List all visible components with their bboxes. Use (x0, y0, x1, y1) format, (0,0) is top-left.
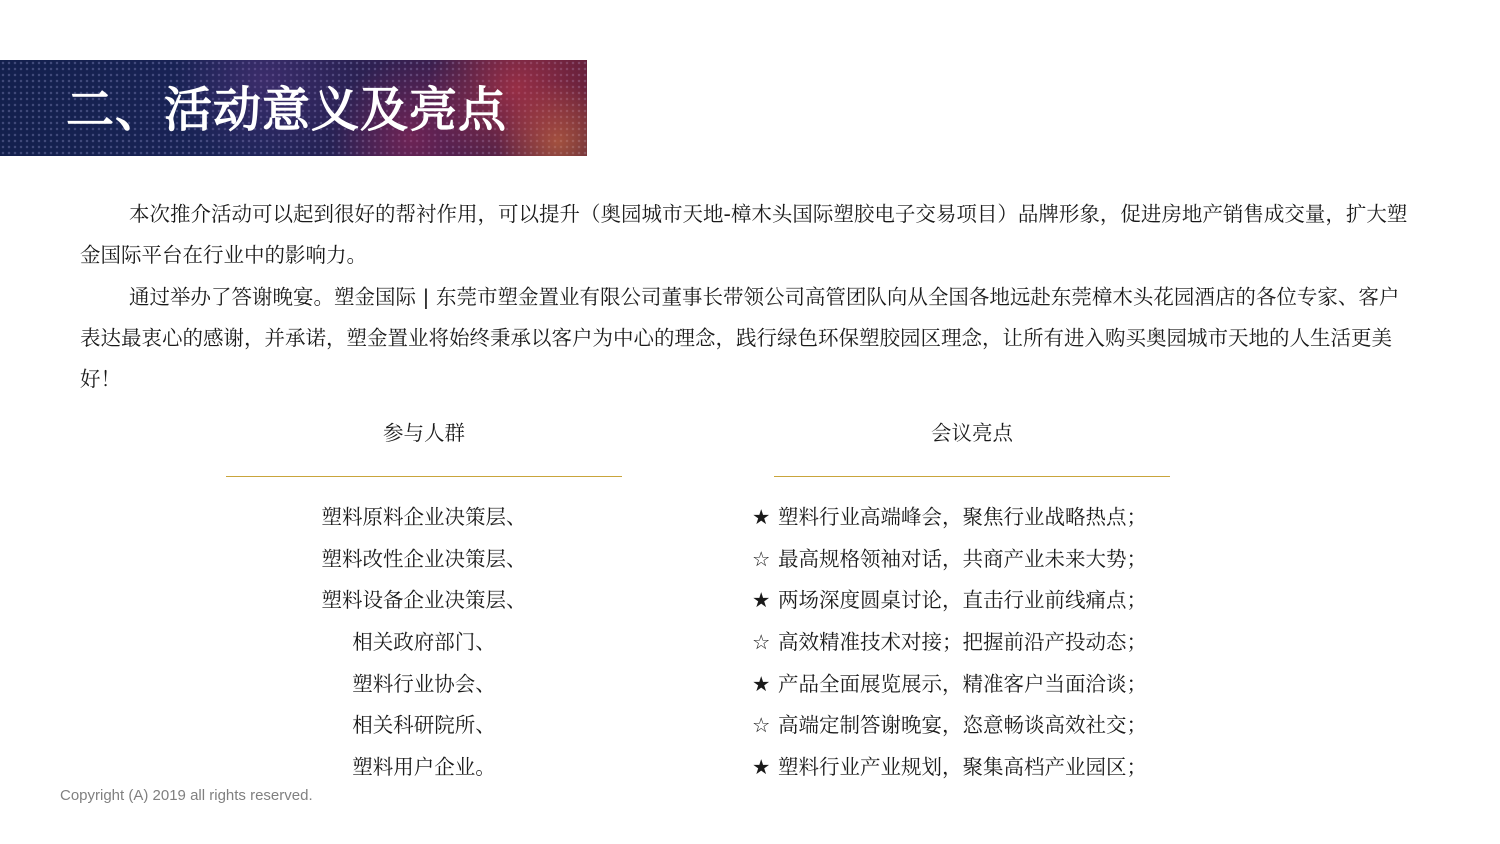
participant-item: 塑料设备企业决策层、 (321, 588, 527, 613)
star-outline-icon: ☆ (752, 713, 771, 738)
star-outline-icon: ☆ (752, 630, 771, 655)
highlight-text: 两场深度圆桌讨论，直击行业前线痛点； (778, 588, 1147, 613)
star-icon: ★ (752, 588, 771, 613)
highlight-text: 产品全面展览展示，精准客户当面洽谈； (778, 671, 1147, 696)
highlights-divider (774, 476, 1170, 477)
participant-item: 相关政府部门、 (352, 630, 496, 655)
highlight-item (752, 580, 1147, 622)
highlight-item (752, 539, 1147, 581)
participant-item: 塑料改性企业决策层、 (321, 546, 527, 571)
highlight-text: 最高规格领袖对话，共商产业未来大势； (778, 546, 1147, 571)
highlight-text: 塑料行业产业规划，聚集高档产业园区； (778, 755, 1147, 780)
participants-divider (226, 476, 622, 477)
page-title: 二、活动意义及亮点 (66, 82, 508, 138)
highlight-item (752, 664, 1147, 706)
star-outline-icon: ☆ (752, 546, 771, 571)
participant-item: 塑料用户企业。 (352, 755, 496, 780)
participant-item: 塑料行业协会、 (352, 671, 496, 696)
highlight-text: 高效精准技术对接；把握前沿产投动态； (778, 630, 1147, 655)
participant-item: 塑料原料企业决策层、 (321, 505, 527, 529)
intro-paragraph-2: 通过举办了答谢晚宴。塑金国际 | 东莞市塑金置业有限公司董事长带领公司高管团队向从全国各地远赴东莞樟木头花园酒店的各位专家、客户表达最衷心的感谢，并承诺，塑金置业将始终秉承以客户为中心的理念，践行绿色环保塑胶园区理念，让所有进入购买奥园城市天地的人生活更美好！ (80, 285, 1400, 391)
intro-paragraph-1: 本次推介活动可以起到很好的帮衬作用，可以提升（奥园城市天地-樟木头国际塑胶电子交易项目）品牌形象，促进房地产销售成交量，扩大塑金国际平台在行业中的影响力。 (80, 202, 1408, 267)
highlight-item (752, 497, 1147, 539)
highlight-item (752, 747, 1147, 789)
participants-list (226, 497, 622, 789)
star-icon: ★ (752, 671, 771, 696)
copyright-text: Copyright (A) 2019 all rights reserved. (60, 787, 313, 804)
star-icon: ★ (752, 755, 771, 780)
highlight-item (752, 622, 1147, 664)
highlights-heading: 会议亮点 (931, 421, 1013, 445)
highlight-text: 塑料行业高端峰会，聚焦行业战略热点； (778, 505, 1147, 529)
highlights-list (752, 497, 1147, 789)
participant-item: 相关科研院所、 (352, 713, 496, 738)
highlight-text: 高端定制答谢晚宴，恣意畅谈高效社交； (778, 713, 1147, 738)
highlight-item (752, 705, 1147, 747)
title-banner (0, 60, 587, 156)
star-icon: ★ (752, 505, 771, 529)
participants-heading: 参与人群 (383, 421, 465, 445)
